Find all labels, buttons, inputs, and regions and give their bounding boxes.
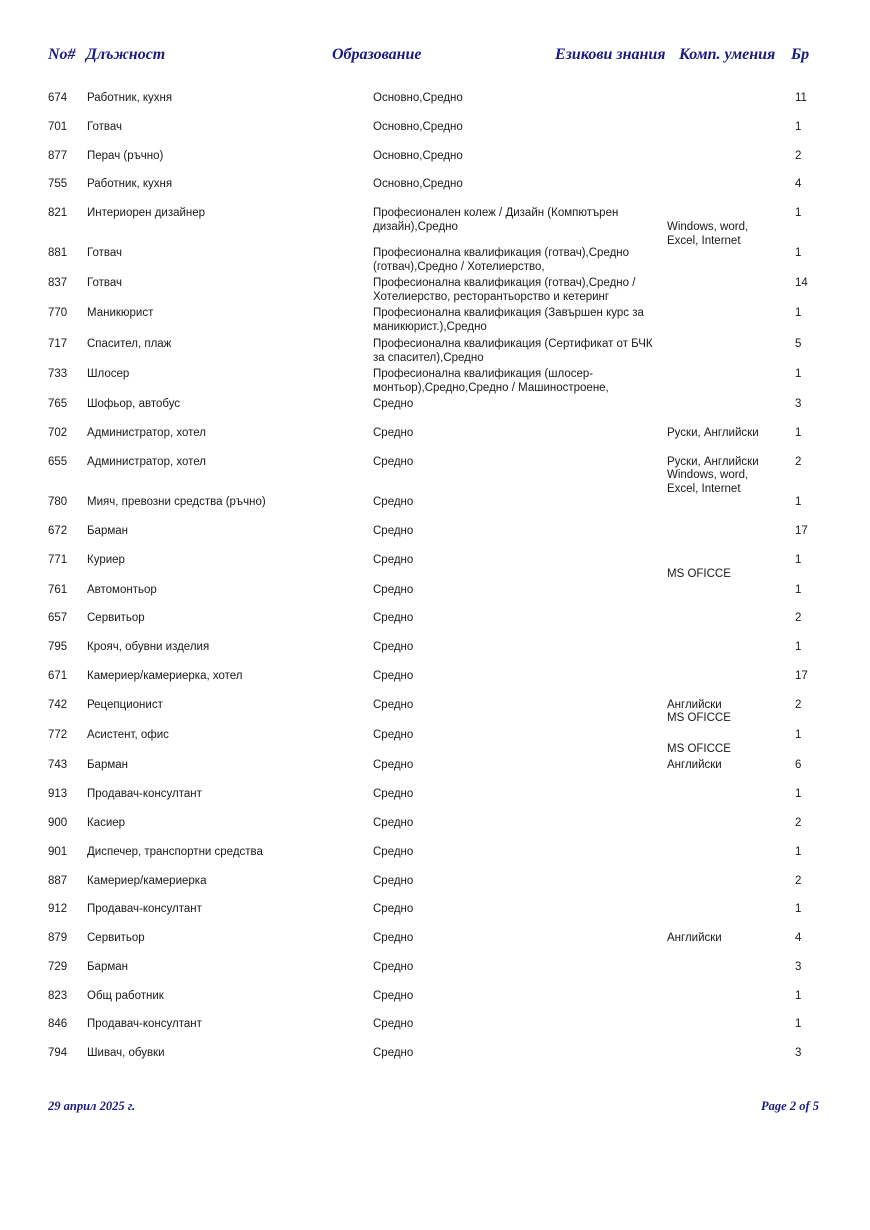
row-number: 761: [48, 584, 68, 596]
row-number: 887: [48, 875, 68, 887]
row-position: Сервитьор: [87, 932, 145, 944]
row-position: Диспечер, транспортни средства: [87, 846, 263, 858]
row-education: Средно: [373, 903, 414, 915]
row-position: Куриер: [87, 554, 125, 566]
row-education: Професионален колеж / Дизайн (Компютърен дизайн),Средно: [373, 207, 619, 233]
row-position: Камериер/камериерка: [87, 875, 207, 887]
header-computer-skills: Комп. умения: [679, 46, 776, 63]
row-number: 717: [48, 338, 68, 350]
row-position: Касиер: [87, 817, 126, 829]
row-position: Барман: [87, 759, 128, 771]
row-education: Средно: [373, 525, 414, 537]
row-number: 823: [48, 990, 68, 1002]
row-count: 4: [795, 932, 802, 944]
row-education: Средно: [373, 846, 414, 858]
row-position: Продавач-консултант: [87, 1018, 202, 1030]
row-number: 771: [48, 554, 68, 566]
row-education: Средно: [373, 1018, 414, 1030]
row-number: 877: [48, 150, 68, 162]
row-count: 1: [795, 207, 802, 219]
row-count: 1: [795, 121, 802, 133]
row-position: Камериер/камериерка, хотел: [87, 670, 243, 682]
row-education: Професионална квалификация (готвач),Средно / Хотелиерство, ресторантьорство и кетеринг: [373, 277, 636, 303]
row-education: Средно: [373, 398, 414, 410]
row-position: Мияч, превозни средства (ръчно): [87, 496, 266, 508]
row-count: 1: [795, 368, 802, 380]
header-position: Длъжност: [86, 46, 166, 63]
row-position: Шлосер: [87, 368, 130, 380]
row-count: 2: [795, 817, 802, 829]
row-position: Администратор, хотел: [87, 427, 206, 439]
row-position: Готвач: [87, 277, 122, 289]
row-number: 837: [48, 277, 68, 289]
row-number: 795: [48, 641, 68, 653]
row-count: 1: [795, 247, 802, 259]
row-count: 2: [795, 612, 802, 624]
header-count: Бр: [791, 46, 810, 63]
row-position: Продавач-консултант: [87, 903, 202, 915]
row-position: Перач (ръчно): [87, 150, 164, 162]
row-number: 702: [48, 427, 68, 439]
row-number: 743: [48, 759, 68, 771]
row-count: 1: [795, 641, 802, 653]
row-education: Средно: [373, 1047, 414, 1059]
header-num: No#: [48, 46, 76, 63]
row-position: Асистент, офис: [87, 729, 169, 741]
row-count: 3: [795, 398, 802, 410]
row-count: 2: [795, 150, 802, 162]
row-position: Общ работник: [87, 990, 164, 1002]
row-number: 821: [48, 207, 68, 219]
row-education: Средно: [373, 612, 414, 624]
row-position: Интериорен дизайнер: [87, 207, 206, 219]
row-education: Средно: [373, 496, 414, 508]
row-count: 1: [795, 554, 802, 566]
row-count: 2: [795, 699, 802, 711]
row-position: Готвач: [87, 247, 122, 259]
row-count: 3: [795, 961, 802, 973]
row-computer-skills: MS OFICCE: [667, 712, 731, 724]
row-languages: Английски: [667, 699, 722, 711]
row-number: 772: [48, 729, 68, 741]
row-count: 2: [795, 456, 802, 468]
row-number: 755: [48, 178, 68, 190]
row-education: Средно: [373, 759, 414, 771]
row-count: 2: [795, 875, 802, 887]
row-count: 17: [795, 670, 808, 682]
row-number: 780: [48, 496, 68, 508]
row-number: 701: [48, 121, 68, 133]
row-education: Професионална квалификация (Сертификат от БЧК за спасител),Средно: [373, 338, 653, 364]
row-position: Барман: [87, 961, 128, 973]
row-education: Средно: [373, 961, 414, 973]
footer-date: 29 април 2025 г.: [48, 1099, 136, 1113]
row-number: 881: [48, 247, 68, 259]
row-education: Средно: [373, 875, 414, 887]
row-number: 912: [48, 903, 68, 915]
row-education: Средно: [373, 990, 414, 1002]
row-position: Администратор, хотел: [87, 456, 206, 468]
row-languages: Английски: [667, 932, 722, 944]
row-position: Спасител, плаж: [87, 338, 172, 350]
row-number: 729: [48, 961, 68, 973]
row-count: 1: [795, 990, 802, 1002]
row-position: Крояч, обувни изделия: [87, 641, 210, 653]
row-number: 913: [48, 788, 68, 800]
row-position: Работник, кухня: [87, 92, 173, 104]
row-education: Основно,Средно: [373, 178, 463, 190]
row-count: 1: [795, 903, 802, 915]
row-number: 742: [48, 699, 68, 711]
row-computer-skills: MS OFICCE: [667, 568, 731, 580]
row-education: Средно: [373, 670, 414, 682]
row-education: Средно: [373, 817, 414, 829]
row-education: Средно: [373, 427, 414, 439]
row-education: Професионална квалификация (Завършен курс за маникюрист.),Средно: [373, 307, 644, 333]
row-education: Основно,Средно: [373, 121, 463, 133]
row-number: 770: [48, 307, 68, 319]
row-count: 1: [795, 427, 802, 439]
row-number: 846: [48, 1018, 68, 1030]
row-count: 5: [795, 338, 802, 350]
footer-page-number: Page 2 of 5: [761, 1099, 819, 1113]
row-position: Продавач-консултант: [87, 788, 202, 800]
row-count: 1: [795, 729, 802, 741]
row-count: 3: [795, 1047, 802, 1059]
row-position: Рецепционист: [87, 699, 163, 711]
header-education: Образование: [332, 46, 422, 63]
row-number: 879: [48, 932, 68, 944]
row-education: Средно: [373, 584, 414, 596]
row-count: 11: [795, 92, 807, 104]
row-count: 1: [795, 307, 802, 319]
row-education: Средно: [373, 641, 414, 653]
row-computer-skills: MS OFICCE: [667, 743, 731, 755]
row-languages: Английски: [667, 759, 722, 771]
row-count: 1: [795, 846, 802, 858]
row-education: Средно: [373, 699, 414, 711]
row-languages: Руски, Английски: [667, 427, 759, 439]
row-position: Работник, кухня: [87, 178, 173, 190]
row-count: 1: [795, 496, 802, 508]
row-count: 1: [795, 1018, 802, 1030]
row-education: Основно,Средно: [373, 150, 463, 162]
row-education: Основно,Средно: [373, 92, 463, 104]
row-education: Средно: [373, 932, 414, 944]
row-languages: Руски, Английски: [667, 456, 759, 468]
row-education: Средно: [373, 456, 414, 468]
row-education: Средно: [373, 554, 414, 566]
row-position: Маникюрист: [87, 307, 154, 319]
row-number: 672: [48, 525, 68, 537]
row-number: 901: [48, 846, 68, 858]
row-count: 6: [795, 759, 802, 771]
row-number: 900: [48, 817, 68, 829]
row-education: Средно: [373, 788, 414, 800]
row-education: Средно: [373, 729, 414, 741]
row-count: 14: [795, 277, 808, 289]
row-number: 671: [48, 670, 68, 682]
row-position: Автомонтьор: [87, 584, 157, 596]
row-number: 655: [48, 456, 68, 468]
row-count: 17: [795, 525, 808, 537]
row-computer-skills: Windows, word, Excel, Internet: [667, 469, 749, 495]
row-number: 733: [48, 368, 68, 380]
row-education: Професионална квалификация (шлосер-монтьор),Средно,Средно / Машиностроене,: [373, 368, 609, 394]
row-position: Барман: [87, 525, 128, 537]
row-number: 794: [48, 1047, 68, 1059]
row-position: Шивач, обувки: [87, 1047, 165, 1059]
row-number: 674: [48, 92, 68, 104]
row-position: Сервитьор: [87, 612, 145, 624]
row-number: 765: [48, 398, 68, 410]
row-count: 1: [795, 788, 802, 800]
row-position: Готвач: [87, 121, 122, 133]
row-count: 4: [795, 178, 802, 190]
row-education: Професионална квалификация (готвач),Средно (готвач),Средно / Хотелиерство,: [373, 247, 630, 273]
row-number: 657: [48, 612, 68, 624]
row-position: Шофьор, автобус: [87, 398, 181, 410]
row-count: 1: [795, 584, 802, 596]
header-languages: Езикови знания: [555, 46, 666, 63]
row-computer-skills: Windows, word, Excel, Internet: [667, 221, 749, 247]
